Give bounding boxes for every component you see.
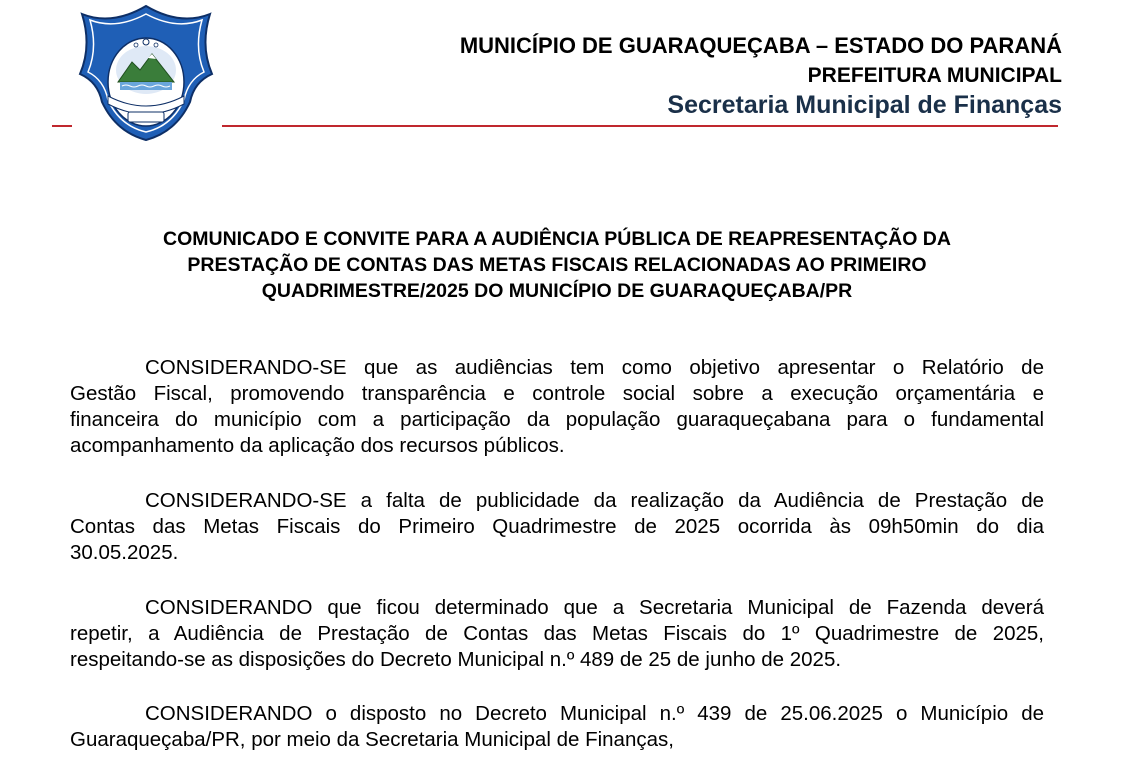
document-title-line: QUADRIMESTRE/2025 DO MUNICÍPIO DE GUARAQUEÇABA/PR [261,280,853,302]
municipal-coat-of-arms-logo [72,4,220,142]
paragraph-considerando-repeat [70,595,1044,673]
paragraph-line: CONSIDERANDO o disposto no Decreto Municipal n.º 439 de 25.06.2025 o Município de [145,702,1044,725]
header-rule [222,125,1058,127]
paragraph-considerando-decree [70,701,1044,753]
prefecture-heading: PREFEITURA MUNICIPAL [807,64,1062,87]
document-title [70,226,1044,304]
paragraph-line: respeitando-se as disposições do Decreto Municipal n.º 489 de 25 de junho de 2025. [70,648,842,671]
paragraph-line: Guaraqueçaba/PR, por meio da Secretaria Municipal de Finanças, [70,728,674,751]
header-rule-left [52,125,72,127]
paragraph-line: CONSIDERANDO que ficou determinado que a Secretaria Municipal de Fazenda deverá [145,596,1044,619]
paragraph-line: 30.05.2025. [70,541,179,564]
paragraph-line: repetir, a Audiência de Prestação de Contas das Metas Fiscais do 1º Quadrimestre de 2025, [70,622,1044,645]
document-title-line: COMUNICADO E CONVITE PARA A AUDIÊNCIA PÚBLICA DE REAPRESENTAÇÃO DA [163,228,951,250]
paragraph-line: Gestão Fiscal, promovendo transparência e controle social sobre a execução orçamentária e [70,382,1044,405]
document-title-line: PRESTAÇÃO DE CONTAS DAS METAS FISCAIS RELACIONADAS AO PRIMEIRO [187,254,927,276]
coat-of-arms-icon [72,4,220,142]
paragraph-line: acompanhamento da aplicação dos recursos públicos. [70,434,565,457]
paragraph-considerando-objective [70,355,1044,459]
paragraph-considerando-publicity [70,488,1044,566]
paragraph-line: Contas das Metas Fiscais do Primeiro Quadrimestre de 2025 ocorrida às 09h50min do dia [70,515,1044,538]
paragraph-line: CONSIDERANDO-SE a falta de publicidade da realização da Audiência de Prestação de [145,489,1044,512]
paragraph-line: financeira do município com a participação da população guaraqueçabana para o fundamental [70,408,1044,431]
department-heading: Secretaria Municipal de Finanças [667,91,1062,119]
municipality-heading: MUNICÍPIO DE GUARAQUEÇABA – ESTADO DO PARANÁ [459,33,1062,58]
paragraph-line: CONSIDERANDO-SE que as audiências tem como objetivo apresentar o Relatório de [145,356,1044,379]
